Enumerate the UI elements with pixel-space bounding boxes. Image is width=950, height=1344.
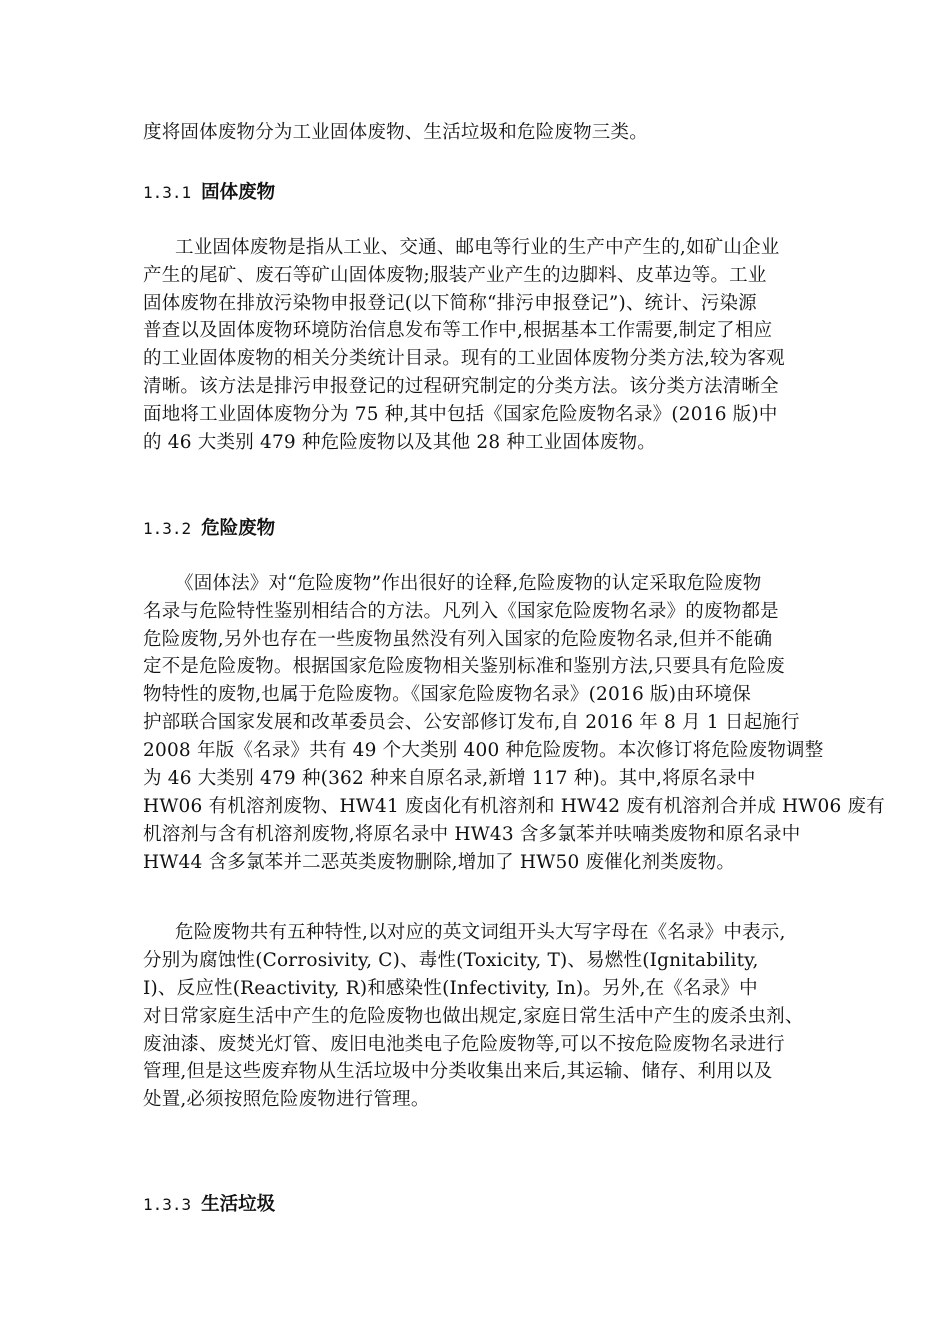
section-title: 固体废物 xyxy=(201,182,276,203)
paragraph-line: 固体废物在排放污染物申报登记(以下简称“排污申报登记”)、统计、污染源 xyxy=(143,293,757,314)
paragraph-line: 机溶剂与含有机溶剂废物,将原名录中 HW43 含多氯苯并呋喃类废物和原名录中 xyxy=(143,824,801,845)
paragraph-line: 废油漆、废焚光灯管、废旧电池类电子危险废物等,可以不按危险废物名录进行 xyxy=(143,1034,785,1055)
intro-line: 度将固体废物分为工业固体废物、生活垃圾和危险废物三类。 xyxy=(143,122,648,143)
paragraph-line: 护部联合国家发展和改革委员会、公安部修订发布,自 2016 年 8 月 1 日起施行 xyxy=(143,712,800,733)
paragraph-line: 分别为腐蚀性(Corrosivity, C)、毒性(Toxicity, T)、易燃性(Ignitability, xyxy=(143,950,759,971)
paragraph-line: 清晰。该方法是排污申报登记的过程研究制定的分类方法。该分类方法清晰全 xyxy=(143,376,779,397)
paragraph-line: 产生的尾矿、废石等矿山固体废物;服装产业产生的边脚料、皮革边等。工业 xyxy=(143,265,767,286)
paragraph-line: 的工业固体废物的相关分类统计目录。现有的工业固体废物分类方法,较为客观 xyxy=(143,348,785,369)
paragraph-line: 危险废物,另外也存在一些废物虽然没有列入国家的危险废物名录,但并不能确 xyxy=(143,629,773,650)
paragraph-line: 定不是危险废物。根据国家危险废物相关鉴别标准和鉴别方法,只要具有危险废 xyxy=(143,656,785,677)
section-title: 生活垃圾 xyxy=(201,1194,276,1215)
paragraph-line: 处置,必须按照危险废物进行管理。 xyxy=(143,1089,430,1110)
paragraph-line: HW06 有机溶剂废物、HW41 废卤化有机溶剂和 HW42 废有机溶剂合并成 HW06 废有 xyxy=(143,796,885,817)
section-number: 1.3.3 xyxy=(143,1195,192,1214)
paragraph-line: 为 46 大类别 479 种(362 种来自原名录,新增 117 种)。其中,将原名录中 xyxy=(143,768,756,789)
section-heading-1-3-1 xyxy=(143,180,275,206)
paragraph-line: 的 46 大类别 479 种危险废物以及其他 28 种工业固体废物。 xyxy=(143,432,656,453)
paragraph-line: 《固体法》对“危险废物”作出很好的诠释,危险废物的认定采取危险废物 xyxy=(175,573,762,594)
paragraph-line: 管理,但是这些废弃物从生活垃圾中分类收集出来后,其运输、储存、利用以及 xyxy=(143,1061,773,1082)
paragraph-line: 普查以及固体废物环境防治信息发布等工作中,根据基本工作需要,制定了相应 xyxy=(143,320,773,341)
paragraph-line: 2008 年版《名录》共有 49 个大类别 400 种危险废物。本次修订将危险废物调整 xyxy=(143,740,824,761)
paragraph-line: 名录与危险特性鉴别相结合的方法。凡列入《国家危险废物名录》的废物都是 xyxy=(143,601,779,622)
paragraph-line: 面地将工业固体废物分为 75 种,其中包括《国家危险废物名录》(2016 版)中 xyxy=(143,404,778,425)
section-number: 1.3.2 xyxy=(143,519,192,538)
paragraph-line: 对日常家庭生活中产生的危险废物也做出规定,家庭日常生活中产生的废杀虫剂、 xyxy=(143,1006,804,1027)
section-heading-1-3-2 xyxy=(143,516,275,542)
paragraph-line: 工业固体废物是指从工业、交通、邮电等行业的生产中产生的,如矿山企业 xyxy=(175,237,780,258)
section-heading-1-3-3 xyxy=(143,1192,275,1218)
paragraph-line: 危险废物共有五种特性,以对应的英文词组开头大写字母在《名录》中表示, xyxy=(175,922,786,943)
paragraph-line: I)、反应性(Reactivity, R)和感染性(Infectivity, In)。另外,在《名录》中 xyxy=(143,978,758,999)
section-title: 危险废物 xyxy=(201,518,276,539)
paragraph-line: 物特性的废物,也属于危险废物。《国家危险废物名录》(2016 版)由环境保 xyxy=(143,684,751,705)
section-number: 1.3.1 xyxy=(143,183,192,202)
paragraph-line: HW44 含多氯苯并二恶英类废物删除,增加了 HW50 废催化剂类废物。 xyxy=(143,852,736,873)
